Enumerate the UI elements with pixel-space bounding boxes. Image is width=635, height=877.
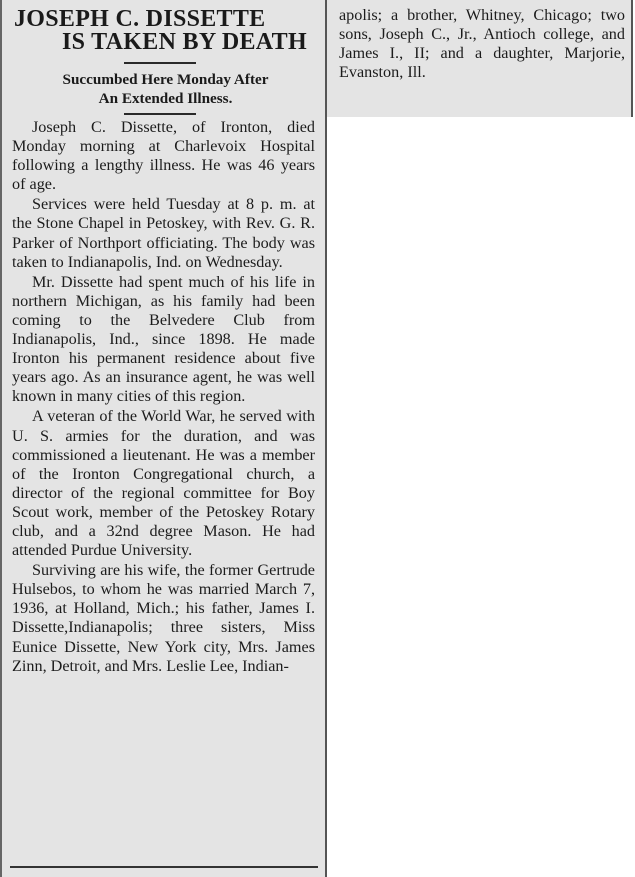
continuation-paragraph: apolis; a brother, Whitney, Chicago; two sons, Joseph C., Jr., Antioch college, and James I., II; and a daughter, Marjorie, Evanston, Ill.	[339, 6, 625, 82]
article-column-2	[327, 0, 633, 117]
subheadline-line-2: An Extended Illness.	[98, 90, 233, 107]
headline-rule	[124, 62, 196, 64]
subheadline-rule	[124, 113, 196, 115]
paragraph-1: Joseph C. Dissette, of Ironton, died Monday morning at Charlevoix Hospital following a lengthy illness. He was 46 years of age.	[12, 118, 315, 194]
paragraph-4: A veteran of the World War, he served with U. S. armies for the duration, and was commissioned a lieutenant. He was a member of the Ironton Congregational church, a director of the regional committee for Boy Scout work, member of the Petoskey Rotary club, and a 32nd degree Mason. He had attended Purdue University.	[12, 407, 315, 560]
article-continuation	[339, 6, 625, 82]
page-edge	[0, 0, 2, 877]
paragraph-2: Services were held Tuesday at 8 p. m. at the Stone Chapel in Petoskey, with Rev. G. R. Parker of Northport officiating. The body was taken to Indianapolis, Ind. on Wednesday.	[12, 195, 315, 271]
headline	[14, 8, 319, 54]
headline-line-2: IS TAKEN BY DEATH	[62, 29, 307, 55]
paragraph-3: Mr. Dissette had spent much of his life in northern Michigan, as his family had been coming to the Belvedere Club from Indianapolis, Ind., since 1898. He made Ironton his permanent residence about five years ago. As an insurance agent, he was well known in many cities of this region.	[12, 272, 315, 406]
headline-line-1: JOSEPH C. DISSETTE	[14, 6, 266, 32]
bottom-rule	[10, 866, 318, 868]
subheadline	[14, 70, 317, 108]
paragraph-5: Surviving are his wife, the former Gertrude Hulsebos, to whom he was married March 7, 1936, at Holland, Mich.; his father, James I. Dissette,Indianapolis; three sisters, Miss Eunice Dissette, New York city, Mrs. James Zinn, Detroit, and Mrs. Leslie Lee, Indian-	[12, 561, 315, 675]
article-body	[12, 118, 315, 676]
subheadline-line-1: Succumbed Here Monday After	[62, 71, 269, 88]
